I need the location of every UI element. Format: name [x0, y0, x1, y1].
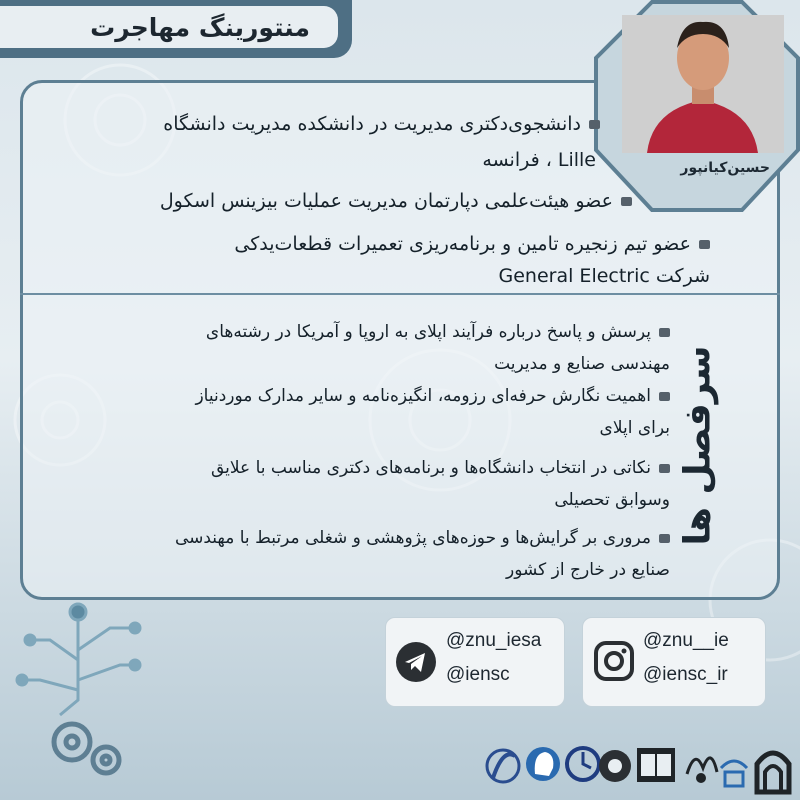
- telegram-icon: [394, 640, 438, 684]
- gear-icon: [54, 724, 119, 773]
- logo-head-icon: [525, 738, 561, 788]
- topic-text-cont: صنایع در خارج از کشور: [506, 560, 670, 580]
- bullet-icon: [699, 240, 710, 249]
- telegram-handle[interactable]: @znu_iesa: [446, 630, 542, 651]
- speaker-name: حسین‌کیانپور: [680, 160, 770, 176]
- telegram-card[interactable]: [385, 617, 565, 707]
- instagram-icon: [593, 640, 635, 682]
- bio-text: دانشجوی‌دکتری مدیریت در دانشکده مدیریت دانشگاه: [163, 113, 581, 135]
- bio-text: عضو تیم زنجیره تامین و برنامه‌ریزی تعمیرات قطعات‌یدکی: [234, 233, 691, 255]
- telegram-handle[interactable]: @iensc: [446, 664, 510, 685]
- topic-text-cont: وسوابق تحصیلی: [554, 490, 670, 510]
- speaker-photo: [622, 15, 784, 153]
- speaker-photo-frame: [592, 0, 800, 212]
- bio-text: عضو هیئت‌علمی دپارتمان مدیریت عملیات بیزینس اسکول: [159, 190, 613, 212]
- topic-text-cont: مهندسی صنایع و مدیریت: [494, 354, 670, 374]
- logo-association-icon: [485, 738, 521, 788]
- logo-gear-icon: [595, 738, 635, 788]
- bio-item-cont: [20, 142, 596, 178]
- topic-text: نکاتی در انتخاب دانشگاه‌ها و برنامه‌های دکتری مناسب با علایق: [210, 458, 651, 478]
- bio-text: شرکت General Electric: [498, 265, 710, 287]
- logo-mosque-icon: [751, 738, 795, 796]
- topic-item: [40, 316, 670, 380]
- topic-text-cont: برای اپلای: [599, 418, 670, 438]
- instagram-card[interactable]: [582, 617, 766, 707]
- topic-item: [40, 452, 670, 516]
- bio-text: Lille ، فرانسه: [482, 149, 596, 171]
- bio-item: [20, 183, 632, 219]
- topics-title: سرفصل ها: [677, 345, 719, 545]
- bullet-icon: [589, 120, 600, 129]
- header-tab: [0, 0, 352, 58]
- topics-heading: [638, 340, 758, 550]
- bio-item: [20, 106, 600, 142]
- circuit-tree-icon: [17, 604, 140, 715]
- topic-item: [40, 522, 670, 586]
- bio-item: [20, 226, 710, 262]
- logo-wifi-icon: [715, 738, 753, 788]
- instagram-handle[interactable]: @znu__ie: [643, 630, 729, 651]
- topic-text: پرسش و پاسخ درباره فرآیند اپلای به اروپا و آمریکا در رشته‌های: [205, 322, 651, 342]
- page-title: منتورینگ مهاجرت: [90, 12, 310, 42]
- logo-book-icon: [633, 738, 679, 788]
- bullet-icon: [659, 328, 670, 337]
- bullet-icon: [621, 197, 632, 206]
- topic-item: [40, 380, 670, 444]
- sponsor-logos: [485, 738, 795, 796]
- topic-text: مروری بر گرایش‌ها و حوزه‌های پژوهشی و شغلی مرتبط با مهندسی: [174, 528, 651, 548]
- instagram-handle[interactable]: @iensc_ir: [643, 664, 728, 685]
- topic-text: اهمیت نگارش حرفه‌ای رزومه، انگیزه‌نامه و سایر مدارک موردنیاز: [195, 386, 651, 406]
- bio-item-cont: [20, 258, 710, 294]
- header-bar: [0, 6, 338, 48]
